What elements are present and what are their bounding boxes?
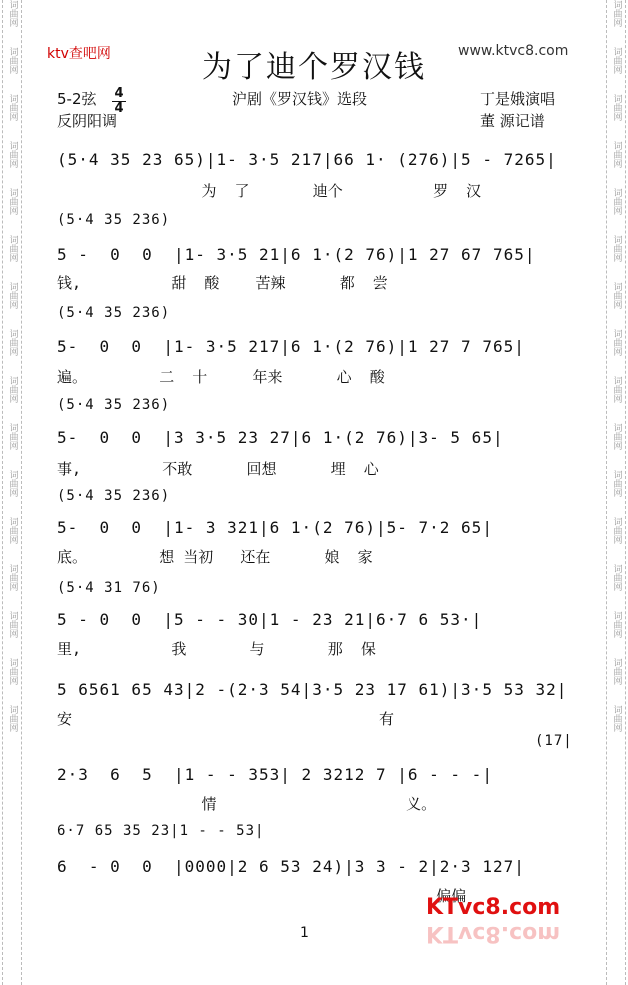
watermark-char: 网 bbox=[611, 394, 622, 403]
watermark-group bbox=[611, 705, 622, 752]
watermark-char: 词 bbox=[7, 705, 18, 714]
watermark-char: 词 bbox=[611, 705, 622, 714]
watermark-char: 网 bbox=[7, 159, 18, 168]
watermark-char: 网 bbox=[611, 723, 622, 732]
watermark-group bbox=[611, 517, 622, 564]
score-lyrics-line: 遍。 二 十 年来 心 酸 bbox=[57, 368, 385, 386]
time-signature-bottom: 4 bbox=[114, 101, 124, 116]
right-watermark-border bbox=[606, 0, 626, 985]
watermark-group bbox=[611, 564, 622, 611]
watermark-char: 词 bbox=[7, 611, 18, 620]
source-label: 沪剧《罗汉钱》选段 bbox=[232, 90, 368, 108]
watermark-char: 网 bbox=[611, 629, 622, 638]
watermark-group bbox=[7, 658, 18, 705]
score-notes-line: (5·4 35 23 65)|1- 3·5 217|66 1· (276)|5 - 7265| bbox=[57, 150, 557, 169]
watermark-group bbox=[611, 376, 622, 423]
watermark-char: 词 bbox=[7, 282, 18, 291]
watermark-char: 曲 bbox=[611, 526, 622, 535]
watermark-char: 曲 bbox=[611, 385, 622, 394]
score-intro-line: (17| bbox=[535, 733, 573, 749]
watermark-group bbox=[7, 376, 18, 423]
score-notes-line: 5- 0 0 |1- 3·5 217|6 1·(2 76)|1 27 7 765| bbox=[57, 337, 525, 356]
watermark-char: 词 bbox=[611, 376, 622, 385]
watermark-char: 网 bbox=[7, 394, 18, 403]
watermark-group bbox=[7, 94, 18, 141]
watermark-char: 曲 bbox=[611, 56, 622, 65]
watermark-char: 曲 bbox=[7, 526, 18, 535]
watermark-char: 网 bbox=[7, 488, 18, 497]
watermark-char: 曲 bbox=[611, 150, 622, 159]
watermark-char: 词 bbox=[611, 47, 622, 56]
watermark-char: 词 bbox=[611, 282, 622, 291]
watermark-char: 词 bbox=[7, 141, 18, 150]
watermark-char: 曲 bbox=[7, 620, 18, 629]
watermark-char: 网 bbox=[7, 441, 18, 450]
watermark-char: 网 bbox=[611, 535, 622, 544]
watermark-group bbox=[7, 611, 18, 658]
watermark-char: 网 bbox=[611, 488, 622, 497]
watermark-char: 网 bbox=[611, 253, 622, 262]
score-notes-line: 5 - 0 0 |5 - - 30|1 - 23 21|6·7 6 53·| bbox=[57, 610, 483, 629]
watermark-char: 网 bbox=[611, 347, 622, 356]
watermark-group bbox=[611, 470, 622, 517]
watermark-char: 曲 bbox=[611, 479, 622, 488]
watermark-char: 曲 bbox=[7, 150, 18, 159]
watermark-char: 网 bbox=[611, 206, 622, 215]
tuning-label: 5-2弦 bbox=[57, 90, 97, 108]
watermark-char: 网 bbox=[7, 676, 18, 685]
watermark-char: 词 bbox=[611, 329, 622, 338]
score-notes-line: 2·3 6 5 |1 - - 353| 2 3212 7 |6 - - -| bbox=[57, 765, 493, 784]
watermark-char: 网 bbox=[611, 65, 622, 74]
watermark-char: 曲 bbox=[7, 291, 18, 300]
watermark-group bbox=[7, 0, 18, 47]
watermark-char: 词 bbox=[611, 611, 622, 620]
mode-label: 反阴阳调 bbox=[57, 112, 118, 130]
watermark-group bbox=[611, 423, 622, 470]
time-signature-top: 4 bbox=[114, 86, 124, 101]
left-watermark-border bbox=[2, 0, 22, 985]
watermark-char: 网 bbox=[611, 441, 622, 450]
score-lyrics-line: 为 了 迪个 罗 汉 bbox=[57, 182, 482, 200]
score-lyrics-line: 底。 想 当初 还在 娘 家 bbox=[57, 548, 373, 566]
watermark-group bbox=[7, 141, 18, 188]
watermark-char: 网 bbox=[7, 347, 18, 356]
watermark-group bbox=[7, 705, 18, 752]
watermark-char: 曲 bbox=[611, 9, 622, 18]
watermark-group bbox=[7, 282, 18, 329]
watermark-group bbox=[7, 329, 18, 376]
watermark-char: 曲 bbox=[7, 103, 18, 112]
score-notes-line: 5- 0 0 |3 3·5 23 27|6 1·(2 76)|3- 5 65| bbox=[57, 428, 504, 447]
watermark-char: 曲 bbox=[611, 667, 622, 676]
watermark-char: 曲 bbox=[611, 714, 622, 723]
watermark-group bbox=[611, 0, 622, 47]
watermark-char: 曲 bbox=[7, 667, 18, 676]
watermark-group bbox=[7, 423, 18, 470]
score-lyrics-line: 事, 不敢 回想 埋 心 bbox=[57, 460, 379, 478]
singer-label: 丁是娥演唱 bbox=[480, 90, 556, 108]
watermark-char: 词 bbox=[611, 235, 622, 244]
watermark-group bbox=[611, 235, 622, 282]
score-lyrics-line: 偏偏 bbox=[57, 887, 467, 905]
watermark-char: 词 bbox=[611, 0, 622, 9]
score-intro-line: (5·4 35 236) bbox=[57, 305, 171, 321]
watermark-char: 曲 bbox=[611, 197, 622, 206]
score-notes-line: 5 6561 65 43|2 -(2·3 54|3·5 23 17 61)|3·5 53 32| bbox=[57, 680, 568, 699]
watermark-char: 网 bbox=[7, 535, 18, 544]
watermark-char: 曲 bbox=[7, 244, 18, 253]
watermark-char: 词 bbox=[7, 47, 18, 56]
watermark-char: 曲 bbox=[611, 291, 622, 300]
watermark-char: 词 bbox=[7, 235, 18, 244]
watermark-group bbox=[7, 188, 18, 235]
watermark-char: 曲 bbox=[7, 385, 18, 394]
watermark-char: 词 bbox=[7, 329, 18, 338]
watermark-char: 词 bbox=[611, 423, 622, 432]
watermark-char: 曲 bbox=[7, 479, 18, 488]
watermark-char: 网 bbox=[7, 206, 18, 215]
watermark-char: 网 bbox=[7, 629, 18, 638]
watermark-group bbox=[611, 94, 622, 141]
watermark-char: 词 bbox=[7, 376, 18, 385]
watermark-char: 词 bbox=[611, 94, 622, 103]
watermark-char: 曲 bbox=[7, 714, 18, 723]
watermark-char: 曲 bbox=[611, 103, 622, 112]
watermark-char: 网 bbox=[611, 159, 622, 168]
watermark-group bbox=[611, 282, 622, 329]
watermark-char: 网 bbox=[7, 112, 18, 121]
score-lyrics-line: 里, 我 与 那 保 bbox=[57, 640, 376, 658]
watermark-char: 词 bbox=[611, 470, 622, 479]
logo-text: KTvc8.com bbox=[426, 895, 561, 920]
score-intro-line: 6·7 65 35 23|1 - - 53| bbox=[57, 823, 265, 839]
watermark-char: 曲 bbox=[7, 56, 18, 65]
site-url-right[interactable]: www.ktvc8.com bbox=[458, 43, 569, 59]
watermark-group bbox=[611, 611, 622, 658]
watermark-char: 网 bbox=[611, 112, 622, 121]
watermark-char: 网 bbox=[611, 582, 622, 591]
score-lyrics-line: 钱, 甜 酸 苦辣 都 尝 bbox=[57, 274, 388, 292]
watermark-char: 词 bbox=[611, 564, 622, 573]
watermark-char: 词 bbox=[611, 658, 622, 667]
watermark-group bbox=[611, 658, 622, 705]
song-title: 为了迪个罗汉钱 bbox=[202, 50, 426, 85]
watermark-char: 曲 bbox=[611, 432, 622, 441]
watermark-char: 词 bbox=[7, 564, 18, 573]
watermark-char: 曲 bbox=[7, 573, 18, 582]
watermark-char: 网 bbox=[7, 300, 18, 309]
watermark-group bbox=[611, 329, 622, 376]
watermark-char: 曲 bbox=[7, 432, 18, 441]
watermark-group bbox=[611, 141, 622, 188]
watermark-group bbox=[7, 470, 18, 517]
watermark-char: 曲 bbox=[7, 338, 18, 347]
site-name-left[interactable]: ktv查吧网 bbox=[47, 46, 111, 62]
score-intro-line: (5·4 35 236) bbox=[57, 397, 171, 413]
watermark-char: 曲 bbox=[611, 338, 622, 347]
watermark-char: 词 bbox=[611, 141, 622, 150]
score-intro-line: (5·4 35 236) bbox=[57, 488, 171, 504]
watermark-char: 词 bbox=[7, 0, 18, 9]
watermark-char: 词 bbox=[7, 470, 18, 479]
score-notes-line: 5- 0 0 |1- 3 321|6 1·(2 76)|5- 7·2 65| bbox=[57, 518, 493, 537]
watermark-group bbox=[7, 235, 18, 282]
page-number: 1 bbox=[300, 925, 309, 941]
watermark-group bbox=[7, 517, 18, 564]
score-intro-line: (5·4 35 236) bbox=[57, 212, 171, 228]
watermark-char: 词 bbox=[7, 658, 18, 667]
watermark-char: 词 bbox=[611, 188, 622, 197]
watermark-char: 网 bbox=[7, 18, 18, 27]
watermark-char: 曲 bbox=[611, 244, 622, 253]
watermark-char: 网 bbox=[611, 300, 622, 309]
score-lyrics-line: 安 有 bbox=[57, 710, 395, 728]
watermark-char: 网 bbox=[611, 676, 622, 685]
watermark-char: 曲 bbox=[7, 197, 18, 206]
watermark-char: 网 bbox=[611, 18, 622, 27]
watermark-char: 词 bbox=[7, 188, 18, 197]
score-lyrics-line: 情 义。 bbox=[57, 795, 437, 813]
watermark-char: 网 bbox=[7, 253, 18, 262]
logo-reflection: KTvc8.com bbox=[426, 921, 561, 946]
watermark-char: 词 bbox=[611, 517, 622, 526]
watermark-char: 曲 bbox=[611, 620, 622, 629]
watermark-char: 词 bbox=[7, 423, 18, 432]
watermark-char: 曲 bbox=[611, 573, 622, 582]
score-notes-line: 6 - 0 0 |0000|2 6 53 24)|3 3 - 2|2·3 127| bbox=[57, 857, 525, 876]
watermark-group bbox=[611, 188, 622, 235]
watermark-char: 词 bbox=[7, 517, 18, 526]
watermark-char: 网 bbox=[7, 65, 18, 74]
watermark-char: 网 bbox=[7, 582, 18, 591]
watermark-group bbox=[7, 564, 18, 611]
watermark-char: 词 bbox=[7, 94, 18, 103]
score-intro-line: (5·4 31 76) bbox=[57, 580, 161, 596]
ktvc8-logo[interactable] bbox=[426, 895, 561, 946]
watermark-char: 网 bbox=[7, 723, 18, 732]
watermark-char: 曲 bbox=[7, 9, 18, 18]
score-notes-line: 5 - 0 0 |1- 3·5 21|6 1·(2 76)|1 27 67 765| bbox=[57, 245, 536, 264]
notator-label: 董 源记谱 bbox=[480, 112, 545, 130]
